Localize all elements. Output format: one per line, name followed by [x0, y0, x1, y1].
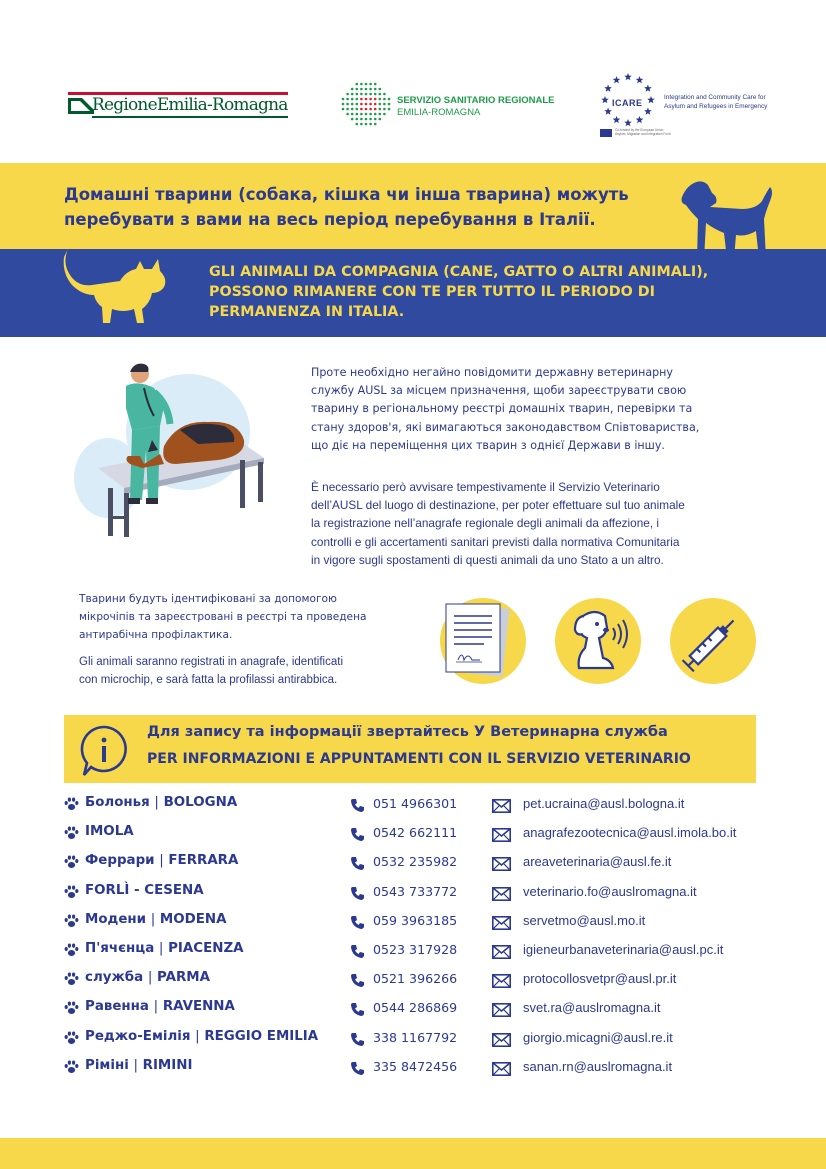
contact-email[interactable]: pet.ucraina@ausl.bologna.it: [523, 796, 685, 811]
ssr-dot: [356, 88, 359, 91]
mail-icon: [492, 916, 511, 930]
ssr-dot: [379, 113, 382, 116]
ssr-dot: [342, 108, 345, 111]
ssr-dot: [374, 113, 377, 116]
icare-desc-line: Integration and Community Care for: [664, 94, 766, 101]
paw-icon: [64, 1031, 79, 1045]
contact-phone[interactable]: 0543 733772: [373, 883, 458, 899]
identification-line: Gli animali saranno registrati in anagrafe, identificati: [79, 656, 343, 668]
document-circle: [440, 598, 526, 684]
ssr-dot: [365, 113, 368, 116]
eu-star: [644, 85, 652, 92]
contact-email[interactable]: sanan.rn@auslromagna.it: [523, 1058, 673, 1074]
paragraph-line: тварину в регіональному реєстрі домашніх тварин, перевірки та: [311, 402, 693, 416]
ssr-dot: [356, 98, 359, 101]
eu-star: [601, 96, 609, 103]
ssr-dot: [365, 93, 368, 96]
ssr-dot: [379, 108, 382, 111]
city-separator: |: [133, 1057, 138, 1073]
contact-email[interactable]: svet.ra@auslromagna.it: [523, 1000, 661, 1016]
heading-line: PERMANENZA IN ITALIA.: [209, 304, 405, 320]
ssr-dot: [346, 103, 349, 106]
paragraph-line: службу AUSL за місцем призначення, щоби зареєструвати свою: [311, 384, 687, 398]
ssr-dot: [356, 103, 359, 106]
city-separator: |: [150, 911, 156, 927]
city-separator: |: [154, 795, 159, 810]
phone-icon: [350, 886, 365, 901]
contact-row: [64, 994, 764, 1023]
ssr-dot: [374, 88, 377, 91]
eu-star: [644, 108, 652, 115]
contact-row: [64, 1053, 764, 1082]
contact-row: [64, 790, 764, 819]
heading-line: Домашні тварини (собака, кішка чи інша тварина) можуть: [64, 185, 629, 204]
ssr-dot: [374, 93, 377, 96]
ssr-dot: [383, 113, 386, 116]
paw-icon: [64, 914, 79, 928]
paragraph-line: in vigore sugli spostamenti di questi animali da uno Stato a un altro.: [311, 552, 664, 567]
contact-city: [85, 824, 134, 839]
paw-icon: [64, 885, 79, 899]
ssr-dot: [383, 93, 386, 96]
ssr-dot: [351, 118, 354, 121]
ssr-dot: [383, 103, 386, 106]
city-separator: |: [158, 941, 164, 956]
ssr-dot: [351, 93, 354, 96]
eu-star: [613, 116, 621, 123]
ssr-dot: [365, 98, 368, 101]
ssr-dot: [374, 108, 377, 111]
ssr-dot: [388, 98, 391, 101]
ssr-dot: [356, 113, 359, 116]
city-name-uk: Феррари: [85, 853, 155, 869]
contact-phone[interactable]: 335 8472456: [373, 1058, 458, 1074]
ssr-dot: [379, 98, 382, 101]
ssr-dot: [388, 103, 391, 106]
ssr-dot: [365, 108, 368, 111]
ssr-dot: [351, 88, 354, 91]
city-separator: |: [153, 999, 159, 1015]
cat-icon: [60, 249, 180, 327]
paragraph-italian: [311, 478, 771, 569]
ssr-dot: [346, 113, 349, 116]
ssr-logo: [340, 80, 570, 130]
contact-phone[interactable]: 0544 286869: [373, 1000, 458, 1016]
phone-icon: [350, 944, 365, 959]
blue-banner: [0, 249, 826, 337]
paw-icon: [64, 1001, 79, 1015]
paw-icon: [64, 797, 79, 811]
ssr-dot: [360, 108, 363, 111]
identification-line: Тварини будуть ідентифіковані за допомогою: [79, 593, 337, 605]
ssr-title: SERVIZIO SANITARIO REGIONALE: [397, 95, 555, 106]
ssr-dot: [351, 113, 354, 116]
mail-icon: [492, 1062, 511, 1076]
contact-city: [85, 941, 244, 956]
paragraph-line: dell’AUSL del luogo di destinazione, per poter effettuare sul tuo animale: [311, 498, 685, 513]
ssr-dot: [356, 123, 359, 126]
ssr-dot: [360, 93, 363, 96]
ssr-dot: [379, 103, 382, 106]
paragraph-line: la registrazione nell’anagrafe regionale degli animali da affezione, i: [311, 516, 660, 531]
contact-phone[interactable]: 0532 235982: [373, 854, 458, 870]
identification-line: антирабічна профілактика.: [79, 628, 233, 641]
ssr-dot: [369, 108, 372, 111]
ssr-dot: [369, 118, 372, 121]
mail-icon: [492, 945, 511, 959]
ssr-dot: [374, 118, 377, 121]
info-speech-icon: [78, 723, 130, 779]
city-separator: |: [195, 1028, 200, 1044]
footer-band: [0, 1138, 826, 1169]
contact-phone[interactable]: 338 1167792: [373, 1029, 458, 1045]
contact-city: [85, 853, 238, 868]
ssr-dot: [346, 108, 349, 111]
contact-email[interactable]: giorgio.micagni@ausl.re.it: [523, 1029, 673, 1045]
contact-phone[interactable]: 0523 317928: [373, 942, 458, 957]
ssr-subtitle: EMILIA-ROMAGNA: [397, 107, 481, 118]
ssr-dot: [360, 118, 363, 121]
city-name-uk: Ріміні: [85, 1057, 129, 1073]
ssr-dot: [365, 123, 368, 126]
phone-icon: [350, 973, 365, 988]
microchip-dog-circle: [555, 598, 641, 684]
contact-email[interactable]: anagrafezootecnica@ausl.imola.bo.it: [523, 825, 737, 841]
phone-icon: [350, 1002, 365, 1017]
icare-label: ICARE: [612, 98, 643, 108]
mail-icon: [492, 1003, 511, 1017]
ssr-dot: [365, 88, 368, 91]
banner-heading-uk: [64, 182, 664, 232]
banner-heading-it: [209, 262, 789, 322]
yellow-banner: [0, 163, 826, 249]
contact-row: [64, 907, 764, 936]
mail-icon: [492, 828, 511, 842]
contact-phone[interactable]: 059 3963185: [373, 912, 458, 928]
ssr-dot: [374, 98, 377, 101]
contact-city: [85, 1058, 192, 1073]
eu-star: [604, 108, 612, 115]
eu-star: [624, 73, 632, 80]
ssr-dots-icon: [340, 80, 392, 128]
eu-star: [636, 116, 644, 123]
paw-icon: [64, 855, 79, 869]
city-separator: |: [147, 970, 153, 986]
eu-star: [647, 96, 655, 103]
phone-icon: [350, 798, 365, 813]
heading-line: перебувати з вами на весь період перебування в Італії.: [64, 210, 596, 229]
ssr-dot: [369, 123, 372, 126]
identification-line: мікрочіпів та зареєстровані в реєстрі та проведена: [79, 610, 367, 623]
phone-icon: [350, 915, 365, 930]
contact-email[interactable]: veterinario.fo@auslromagna.it: [523, 883, 697, 899]
city-separator: |: [159, 853, 164, 869]
paw-icon: [64, 972, 79, 986]
ssr-dot: [383, 98, 386, 101]
paragraph-ukrainian: [311, 364, 771, 455]
ssr-dot: [356, 108, 359, 111]
ssr-dot: [360, 83, 363, 86]
city-name-it: MODENA: [159, 911, 227, 927]
ssr-dot: [365, 83, 368, 86]
syringe-icon: [670, 598, 756, 684]
city-name-it: FORLÌ - CESENA: [85, 882, 204, 898]
paragraph-line: стану здоров'я, які вимагаються законодавством Співтовариства,: [311, 420, 700, 434]
eu-star: [624, 119, 632, 126]
city-name-uk: Болонья: [85, 795, 150, 810]
icare-description: [664, 93, 767, 111]
city-name-it: PARMA: [157, 970, 210, 986]
city-name-it: BOLOGNA: [163, 795, 238, 810]
contact-email[interactable]: igieneurbanaveterinaria@ausl.pc.it: [523, 942, 724, 957]
ssr-dot: [342, 103, 345, 106]
ssr-dot: [360, 88, 363, 91]
vet-examining-dog-illustration: [68, 360, 278, 540]
ssr-dot: [379, 88, 382, 91]
ssr-dot: [369, 88, 372, 91]
mail-icon: [492, 887, 511, 901]
phone-icon: [350, 1032, 365, 1047]
contact-banner: [64, 715, 756, 783]
ssr-dot: [356, 93, 359, 96]
city-name-uk: П'ячєнца: [85, 941, 155, 956]
logo-underline: [92, 116, 288, 118]
cofund-line: Asylum, Migration and Integration Fund: [615, 132, 671, 136]
ssr-dot: [360, 98, 363, 101]
ssr-dot: [374, 83, 377, 86]
contact-city: [85, 912, 226, 927]
contact-phone[interactable]: 051 4966301: [373, 796, 458, 811]
ssr-dot: [356, 83, 359, 86]
microchip-dog-icon: [555, 598, 641, 684]
ssr-dot: [369, 98, 372, 101]
city-name-uk: Равенна: [85, 999, 149, 1015]
contact-email[interactable]: protocollosvetpr@ausl.pr.it: [523, 971, 677, 987]
city-name-it: RIMINI: [142, 1057, 193, 1073]
regione-flag-icon: [68, 96, 94, 116]
document-icon: [440, 598, 526, 684]
paragraph-line: Проте необхідно негайно повідомити державну ветеринарну: [311, 366, 673, 379]
eu-star: [604, 85, 612, 92]
ssr-dot: [369, 83, 372, 86]
ssr-dot: [360, 123, 363, 126]
ssr-dot: [360, 103, 363, 106]
paragraph-line: È necessario però avvisare tempestivamente il Servizio Veterinario: [311, 480, 660, 494]
ssr-dot: [374, 123, 377, 126]
ssr-dot: [351, 103, 354, 106]
syringe-circle: [670, 598, 756, 684]
icare-desc-line: Asylum and Refugees in Emergency: [664, 103, 768, 110]
paw-icon: [64, 826, 79, 840]
heading-line: GLI ANIMALI DA COMPAGNIA (CANE, GATTO O ALTRI ANIMALI),: [209, 264, 709, 280]
ssr-dot: [369, 113, 372, 116]
ssr-dot: [369, 93, 372, 96]
ssr-dot: [342, 98, 345, 101]
city-name-it: IMOLA: [85, 824, 134, 840]
contact-row: [64, 965, 764, 994]
eu-star: [613, 76, 621, 83]
contact-heading-uk: Для запису та інформації звертайтесь У Ветеринарна служба: [147, 724, 668, 740]
mail-icon: [492, 857, 511, 871]
regione-name: RegioneEmilia-Romagna: [92, 95, 288, 115]
identification-text-it: [79, 654, 429, 689]
mail-icon: [492, 799, 511, 813]
mail-icon: [492, 974, 511, 988]
ssr-dot: [365, 118, 368, 121]
paragraph-line: controlli e gli accertamenti sanitari previsti dalla normativa Comunitaria: [311, 534, 680, 549]
contact-row: [64, 1024, 764, 1053]
eu-star: [636, 76, 644, 83]
regione-emilia-romagna-logo: [68, 92, 288, 122]
ssr-dot: [346, 93, 349, 96]
heading-line: POSSONO RIMANERE CON TE PER TUTTO IL PERIODO DI: [209, 284, 655, 300]
contact-heading-it: PER INFORMAZIONI E APPUNTAMENTI CON IL SERVIZIO VETERINARIO: [147, 751, 691, 767]
contact-row: [64, 936, 764, 965]
contact-email[interactable]: servetmo@ausl.mo.it: [523, 912, 646, 928]
paragraph-line: що діє на переміщення цих тварин з однієї Держави в іншу.: [311, 438, 665, 452]
contact-phone[interactable]: 0542 662111: [373, 825, 458, 841]
eu-flag-icon: [600, 129, 612, 137]
ssr-dot: [351, 98, 354, 101]
phone-icon: [350, 1061, 365, 1076]
contact-city: [85, 970, 210, 985]
contact-city: [85, 999, 235, 1014]
city-name-it: PIACENZA: [168, 941, 244, 956]
contact-row: [64, 878, 764, 907]
paw-icon: [64, 943, 79, 957]
ssr-dot: [351, 108, 354, 111]
contact-city: [85, 883, 204, 898]
icare-logo: [596, 72, 786, 142]
ssr-dot: [360, 113, 363, 116]
ssr-dot: [379, 118, 382, 121]
cofund-line: Co-funded by the European Union: [615, 128, 664, 132]
ssr-dot: [383, 108, 386, 111]
mail-icon: [492, 1033, 511, 1047]
icare-cofund: [615, 128, 671, 136]
phone-icon: [350, 856, 365, 871]
city-name-it: RAVENNA: [162, 999, 235, 1015]
contact-phone[interactable]: 0521 396266: [373, 971, 458, 987]
identification-text-uk: [79, 591, 429, 644]
ssr-dot: [369, 103, 372, 106]
city-name-it: REGGIO EMILIA: [204, 1028, 319, 1044]
contact-row: [64, 819, 764, 848]
contact-row: [64, 848, 764, 877]
contact-city: [85, 1029, 318, 1044]
contact-email[interactable]: areaveterinaria@ausl.fe.it: [523, 854, 672, 870]
city-name-uk: Реджо-Емілія: [85, 1028, 191, 1044]
ssr-dot: [374, 103, 377, 106]
paw-icon: [64, 1060, 79, 1074]
ssr-dot: [365, 103, 368, 106]
contact-city: [85, 795, 237, 810]
ssr-dot: [356, 118, 359, 121]
ssr-dot: [346, 98, 349, 101]
city-name-it: FERRARA: [168, 853, 239, 869]
ssr-dot: [379, 93, 382, 96]
city-name-uk: Модени: [85, 911, 147, 927]
identification-line: con microchip, e sarà fatta la profilassi antirabbica.: [79, 673, 338, 686]
city-name-uk: служба: [85, 970, 144, 986]
phone-icon: [350, 827, 365, 842]
ssr-dot: [388, 108, 391, 111]
